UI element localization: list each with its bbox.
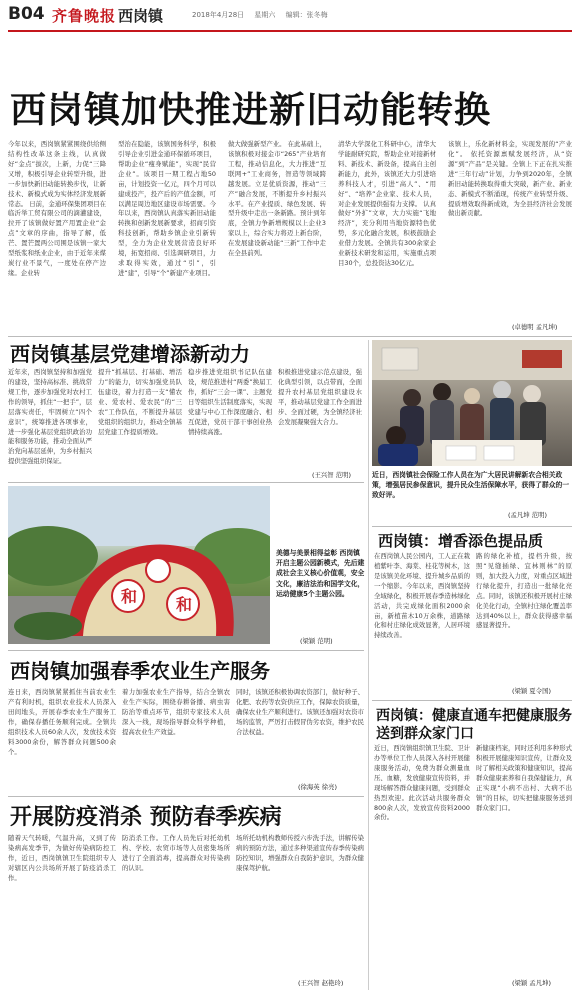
main-headline: 西岗镇加快推进新旧动能转换 <box>10 90 492 131</box>
theme-park-photo <box>8 486 270 644</box>
article1-column-4: 清华大学深化工科研中心，清华大学能耐研究院，帮助企业对接新材料、新技术、新设备，提高自主创新能力，此外，该镇还大力引进培养科技人才，引进“高人”、“用好”、“培养”企业家、技术人员，对企业发展提供强有力支撑。 认真做好“外扩”文章，大力实施“飞地经济”，充分利用当地资源特色优势，多元化融合发展，积极鼓励企业借力发展。全镇共有300余家企业新技术研发和运用，实施重点项目30个，总投资达30亿元。 <box>338 140 436 268</box>
article1-column-2: 型治在隐能，该镇国务科学，积极引导企业引进金通环保循环项目，帮助企业“瘦身赋能”，实现“民营企业”。该项目一期工程占地50亩，计划投资一亿元，四个月可以建成投产，投产后的产值金额，可以满足周边地区建设市场需要。今年以来，西岗镇认真落实新旧动能转换和创新发展新要求，招商引资科技创新，帮助乡镇企业引新转型，全力为企业发展营造良好环境，拓宽招商、引选调研项目，力求取得实效，通过“引”，引进“建”，引导“个”新建产业项目。 <box>118 140 216 277</box>
newspaper-logo: 齐鲁晚报 <box>52 7 117 25</box>
article3-headline: 西岗镇：增香添色提品质 <box>378 532 544 550</box>
section-divider <box>8 796 364 797</box>
article1-column-5: 该镇上，乐化新材料金，实现发展的“产业化”。 依托资源禀赋发展经济，从“资源”到“产品”是关键。全镇上下正在扎实推进“三年行动”计划，力争到2020年，全镇新旧动能转换取得重大突破，新产业、新业态、新模式不断涌现，传统产业转型升级、提质增效取得新成效，为全县经济社会发展做出新贡献。 <box>448 140 572 218</box>
article4-headline: 西岗镇加强春季农业生产服务 <box>10 659 270 683</box>
photo-caption: 近日，西岗镇社会保险工作人员在为广大居民讲解新农合相关政策，增强居民参保意识，提升民众生活保障水平，获得了群众的一致好评。 <box>372 471 570 500</box>
article4-byline: (徐海英 徐亮) <box>298 783 337 791</box>
section-title: 西岗镇 <box>118 7 164 25</box>
article3-byline: (梁颖 夏令国) <box>512 687 551 695</box>
article1-column-1: 今年以来，西岗镇紧紧围绕供给侧结构性改革这条主线，认真做好“金点”拔次，上新，力促“三降又增，积极引导企业转型升级，进一步加快新旧动能转换步伐，让新技术、新模式成为实体经济发展新常态。 日前，金通环保集团项目在临沂举工贸有限公司的滴灌建设，拉开了该镇做好置产用置企业“金点”文章的序曲，指导了解，低芒、置芒置两公司围是该镇一家大型纸浆和纸业企业，由于近年来煤炭行业不景气，一度处在停产边缘。企业转 <box>8 140 106 277</box>
section-divider <box>372 526 572 527</box>
column-divider <box>368 340 369 990</box>
issue-meta: 2018年4月28日 星期六 编辑：张冬梅 <box>192 11 328 19</box>
article2-column-2: 提升“抓基层、打基础、增活力”的能力，切实加强党员队伍建设，着力打造一支“懂农业、爱农村、爱农民”的“三农”工作队伍，不断提升基层党组织的组织力，推动全镇基层党建工作提质增效。 <box>98 368 182 436</box>
svg-text:和: 和 <box>176 595 193 614</box>
photo-caption-byline: (孟凡坤 范明) <box>508 511 547 519</box>
article3-column-2: 路的绿化补植，提档升级，按照“见缝插绿、宜林则林”的原则，加大投入力度，对重点区域进行绿化提升，打造出一批绿化亮点。同时，该镇还积极开展村庄绿化美化行动，全镇村庄绿化覆盖率达到40%以上，群众获得感幸福感显著提升。 <box>476 552 572 630</box>
article2-column-3: 稳步推进党组织书记队伍建设，规范推进村“两委”换届工作，抓好“三会一课”、主题党日等组织生活制度落实，实现党建与中心工作深度融合、相互促进，党员干部干事创业热情持续高涨。 <box>188 368 272 436</box>
article5-headline-line2: 送到群众家门口 <box>376 726 474 742</box>
article5-byline: (梁颖 孟凡坤) <box>512 979 551 987</box>
article2-byline: (王兴智 范明) <box>312 471 351 479</box>
article6-column-3: 场所托幼机构教师传授六步洗手法，讲解传染病的预防方法，通过多种渠道宣传春季传染病防控知识，增强群众自我防护意识，为群众健康保驾护航。 <box>236 834 364 872</box>
section-divider <box>372 700 572 701</box>
theme-park-caption: 美德与美景相得益彰 西岗镇开启主题公园新模式，先后建成社会主义核心价值观，安全文化，廉洁法治和国学文化，运动健康5个主题公园。 <box>276 549 365 598</box>
article1-byline: (卓德明 孟凡坤) <box>512 323 558 331</box>
article5-column-1: 近日，西岗镇组织镇卫生院、卫计办等单位工作人员深入各村开展健康服务活动，免费为群众测量血压、血糖，发放健康宣传资料，并现场解答群众健康问题，受到群众热烈欢迎。此次活动共服务群众800余人次，发放宣传资料2000余份。 <box>374 744 470 822</box>
article2-column-1: 近年来，西岗镇坚持和加强党的建设，坚持高标准、挑战常规工作，逐步加强党对农村工作的领导，抓住“一把手”，层层落实责任，牢固树立“四个意识”，统筹推进各项事业，进一步强化基层党组织政治功能和服务功能，推动全面从严治党向基层延伸，为乡村振兴提供坚强组织保证。 <box>8 368 92 466</box>
section-divider <box>8 336 572 337</box>
article4-column-3: 同时，该镇还积极协调农资部门，做好种子、化肥、农药等农资供应工作，保障农资质量，确保农业生产顺利进行。该镇还加强对农资市场的监管，严厉打击假冒伪劣农资，维护农民合法权益。 <box>236 688 364 736</box>
article5-headline-line1: 西岗镇：健康直通车把健康服务 <box>376 708 572 724</box>
theme-park-caption-byline: (梁颖 范明) <box>300 637 333 645</box>
svg-text:和: 和 <box>121 587 138 606</box>
article4-column-2: 着力加强农业生产指导，结合全镇农业生产实际，围绕春耕备播、病虫害防治等重点环节，组织专家技术人员深入一线，现场指导群众科学种植，提高农业生产效益。 <box>122 688 230 736</box>
header-rule <box>8 30 572 32</box>
article6-column-2: 防消杀工作。工作人员先后对托幼机构、学校、农贸市场等人员密集场所进行了全面消毒，提高群众对传染病的认识。 <box>122 834 230 872</box>
article6-column-1: 随着天气转暖，气温升高，又到了传染病高发季节，为做好传染病防控工作，近日，西岗镇镇卫生院组织专人对辖区内公共场所开展了防疫消杀工作。 <box>8 834 116 882</box>
section-divider <box>8 482 364 483</box>
article5-column-2: 新健康档案，同时还利用多种形式积极开展健康知识宣传，让群众及时了解相关政策和健康知识，提高群众健康素养和自我保健能力，真正实现“小病不出村、大病不出镇”的目标，切实把健康服务送到群众家门口。 <box>476 744 572 812</box>
community-service-photo <box>372 340 572 466</box>
article2-column-4: 积极推进党建示范点建设，强化典型引领，以点带面，全面提升农村基层党组织建设水平，推动基层党建工作全面进步、全面过硬，为全镇经济社会发展凝聚强大合力。 <box>278 368 362 426</box>
article4-column-1: 连日来，西岗镇紧紧抓住当前农业生产有利时机，组织农业技术人员深入田间地头，开展春季农业生产服务工作，确保春播任务顺利完成。全镇共组织技术人员60余人次，发放技术资料3000余份，解答群众问题500余个。 <box>8 688 116 756</box>
article6-headline: 开展防疫消杀 预防春季疾病 <box>10 805 282 830</box>
article6-byline: (王兴智 赵艳玲) <box>298 979 344 987</box>
section-divider <box>8 650 364 651</box>
article2-headline: 西岗镇基层党建增添新动力 <box>10 342 250 366</box>
page-number: B04 <box>8 4 45 24</box>
article1-column-3: 做大做强新型产业。 在此基础上，该镇积极对接金市“265”产业培育工程，推动信息化，大力推进“互联网+”工业商务，智造等领域跨越发展。立足优质资源，推动“三产”融合发展，不断提升乡村振兴水平。在产业提质、绿色发展、转型升级中走出一条新路。预计到年底，全镇力争新增规模以上企业3家以上，综合实力将迈上新台阶，在发展建设新动能“三新”工作中走在全县前列。 <box>228 140 326 258</box>
article3-column-1: 在西岗镇人民公园内，工人正在栽植紫叶李、海棠、桂花等树木，这是该镇美化环境、提升城乡品质的一个缩影。今年以来，西岗镇坚持全域绿化，积极开展春季造林绿化活动，共完成绿化面积2000余亩，新植苗木10万余株，道路绿化和村庄绿化成效显著，人居环境持续改善。 <box>374 552 470 640</box>
